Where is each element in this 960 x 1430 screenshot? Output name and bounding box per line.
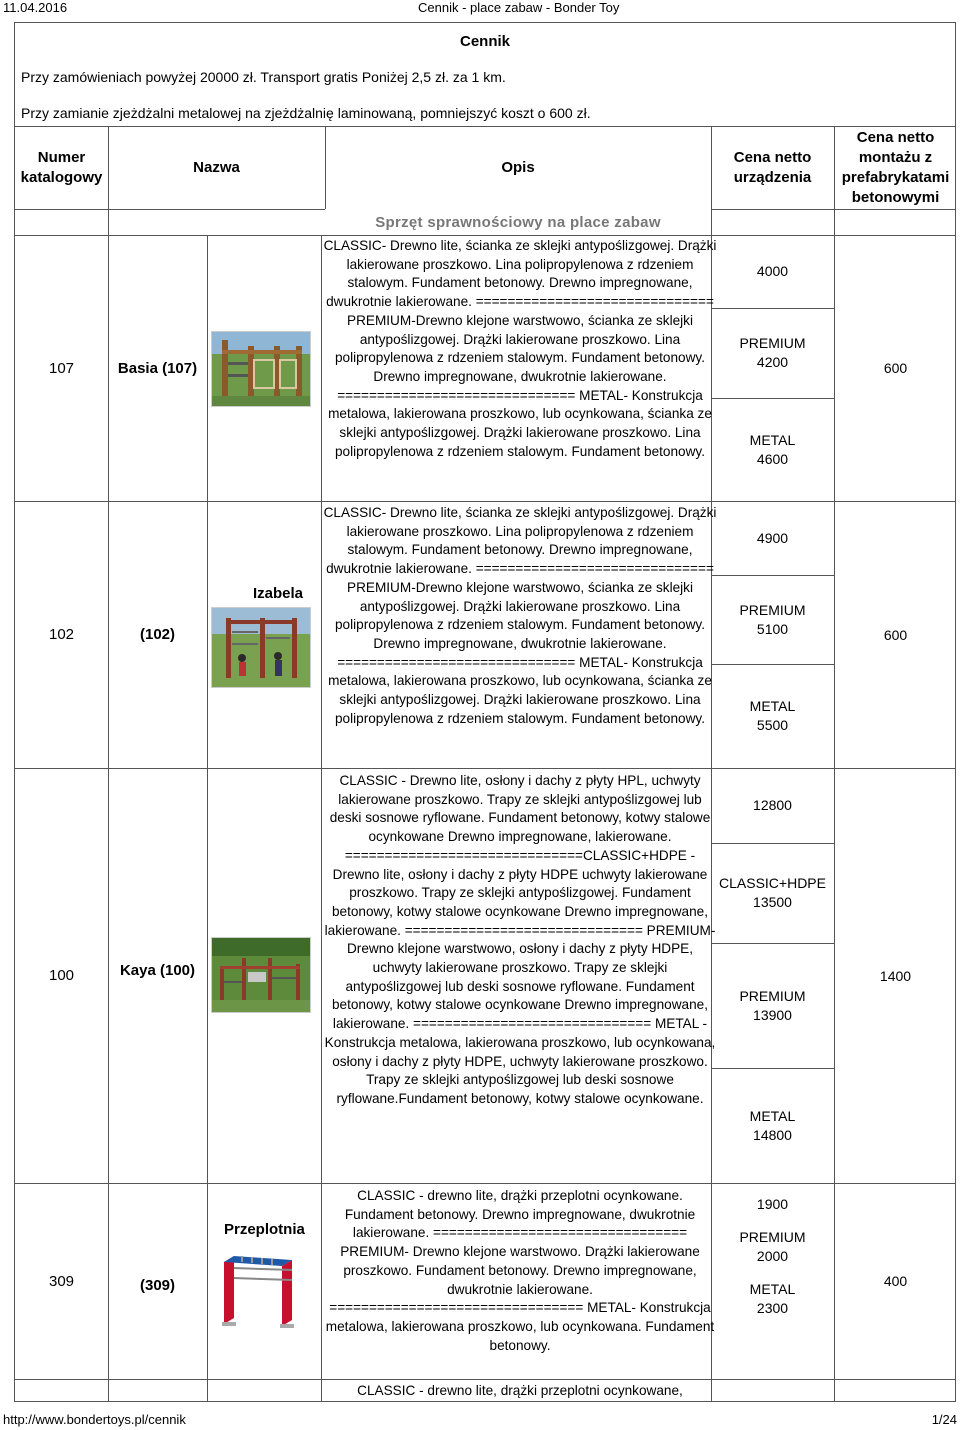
row-nazwa-top[interactable]: Przeplotnia [224,1221,305,1238]
row-numer: 102 [48,626,75,643]
price-variant: METAL 14800 [749,1107,796,1143]
price-variant: PREMIUM 5100 [739,601,806,637]
col-header-nazwa: Nazwa [193,158,240,176]
row-montaz: 1400 [879,967,912,984]
product-image-izabela[interactable] [211,607,311,688]
col-header-numer: Numer katalogowy [20,148,103,186]
row-numer: 100 [48,967,75,984]
row-nazwa[interactable]: (102) [139,626,176,643]
row-opis: CLASSIC- Drewno lite, ścianka ze sklejki antypoślizgowej. Drążki lakierowane proszkowo. Lina polipropylenowa z rdzeniem stalowym. Fundament betonowy. Drewno impregnowane, dwukrotnie lakierowane. ============================== PREMIUM-Drewno klejone warstwowo, ścianka ze sklejki antypoślizgowej. Drążki lakierowane proszkowo. Lina polipropylenowa z rdzeniem stalowym. Fundament betonowy. Drewno impregnowane, dwukrotnie lakierowane. ============================== METAL- Konstrukcja metalowa, lakierowana proszkowo, lub ocynkowana, ścianka ze sklejki antypoślizgowej. Drążki lakierowane proszkowo. Lina polipropylenowa z rdzeniem stalowym. Fundament betonowy. [323,505,717,726]
col-header-cena: Cena netto urządzenia [733,148,812,186]
page-number: 1/24 [931,1412,957,1427]
row-nazwa[interactable]: (309) [139,1277,176,1294]
price-variant: CLASSIC+HDPE 13500 [719,875,826,910]
price-variant: PREMIUM 4200 [739,335,806,370]
row-nazwa[interactable]: Kaya (100) [119,962,196,979]
row-montaz: 600 [883,360,908,376]
price-variant: PREMIUM 13900 [739,987,806,1023]
print-date: 11.04.2016 [3,0,68,15]
note-transport: Przy zamówieniach powyżej 20000 zł. Transport gratis Poniżej 2,5 zł. za 1 km. [21,69,506,85]
product-image-basia[interactable] [211,331,311,407]
col-header-opis: Opis [501,158,535,176]
table-caption: Cennik [459,33,510,50]
print-title: Cennik - place zabaw - Bonder Toy [418,0,620,15]
row-numer: 107 [48,359,75,377]
col-header-montaz: Cena netto montażu z prefabrykatami betonowymi [841,128,950,206]
row-opis: CLASSIC - drewno lite, drążki przeplotni ocynkowane. Fundament betonowy. Drewno impregnowane, dwukrotnie lakierowane. ================================ PREMIUM- Drewno klejone warstwowo. Drążki lakierowane proszkowo. Fundament betonowy. Drewno impregnowane, dwukrotnie lakierowane. ================================ METAL- Konstrukcja metalowa, lakierowana proszkowo, lub ocynkowana. Fundament betonowy. [325,1188,715,1353]
price-variant: 4900 [756,529,789,546]
product-image-kaya[interactable] [211,937,311,1013]
row-montaz: 400 [883,1273,908,1289]
section-label: Sprzęt sprawnościowy na place zabaw [375,213,661,231]
price-variants: 1900 PREMIUM 2000 METAL 2300 [739,1196,806,1316]
row-nazwa[interactable]: Basia (107) [117,359,198,377]
row-opis: CLASSIC - drewno lite, drążki przeplotni ocynkowane, [357,1383,683,1398]
print-url[interactable]: http://www.bondertoys.pl/cennik [3,1412,186,1427]
row-nazwa-top[interactable]: Izabela [253,585,304,602]
price-variant: 4000 [756,263,789,279]
price-variant: 12800 [753,797,792,813]
price-variant: METAL 5500 [749,698,796,733]
row-opis: CLASSIC - Drewno lite, osłony i dachy z płyty HPL, uchwyty lakierowane proszkowo. Trapy ze sklejki antypoślizgowej lub deski sosnowe ryflowane. Fundament betonowy, kotwy stalowe ocynkowane Drewno impregnowane, lakierowane. ==============================CLASSIC+HDPE - Drewno lite, osłony i dachy z płyty HDPE uchwyty lakierowane proszkowo. Trapy ze sklejki antypoślizgowej. Fundament betonowy, kotwy stalowe ocynkowane Drewno impregnowane, lakierowane. ============================== PREMIUM- Drewno klejone warstwowo, osłony i dachy z płyty HDPE, uchwyty lakierowane proszkowo. Trapy ze sklejki antypoślizgowej lub deski sosnowe ryflowane. Fundament betonowy, kotwy stalowe ocynkowane Drewno impregnowane, lakierowane. ============================== METAL - Konstrukcja metalowa, lakierowana proszkowo, lub ocynkowana, osłony i dachy z płyty HDPE, uchwyty lakierowane proszkowo. Trapy ze sklejki antypoślizgowej lub deski sosnowe ryflowane.Fundament betonowy, kotwy stalowe ocynkowane. [324,773,716,1106]
row-opis: CLASSIC- Drewno lite, ścianka ze sklejki antypoślizgowej. Drążki lakierowane proszkowo. Lina polipropylenowa z rdzeniem stalowym. Fundament betonowy. Drewno impregnowane, dwukrotnie lakierowane. ============================== PREMIUM-Drewno klejone warstwowo, ścianka ze sklejki antypoślizgowej. Drążki lakierowane proszkowo. Lina polipropylenowa z rdzeniem stalowym. Fundament betonowy. Drewno impregnowane, dwukrotnie lakierowane. ============================== METAL- Konstrukcja metalowa, lakierowana proszkowo, lub ocynkowana, ścianka ze sklejki antypoślizgowej. Drążki lakierowane proszkowo. Lina polipropylenowa z rdzeniem stalowym. Fundament betonowy. [323,238,717,459]
price-table [14,22,956,1402]
row-montaz: 600 [883,626,908,643]
note-slide: Przy zamianie zjeżdżalni metalowej na zjeżdżalnię laminowaną, pomniejszyć koszt o 600 zł. [21,105,591,121]
price-variant: METAL 4600 [749,431,796,467]
row-numer: 309 [48,1272,75,1290]
product-image-przeplotnia[interactable] [215,1247,309,1331]
